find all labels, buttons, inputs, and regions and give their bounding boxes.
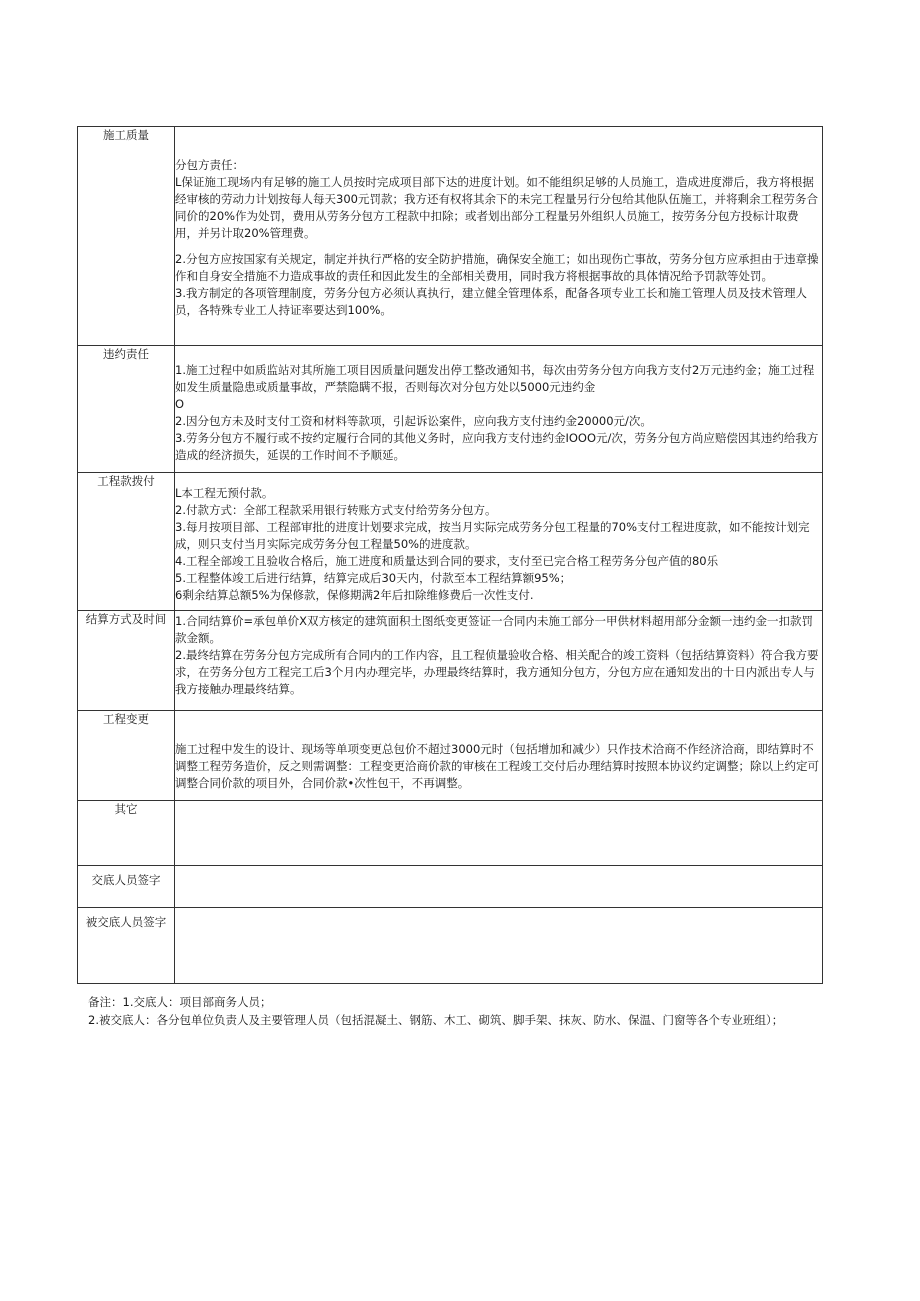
- signature-area[interactable]: [175, 866, 823, 908]
- paragraph: 4.工程全部竣工且验收合格后，施工进度和质量达到合同的要求，支付至已完合格工程劳务分包产值的80乐: [175, 554, 719, 568]
- handover-sheet: [77, 126, 823, 984]
- paragraph: 分包方责任：: [175, 158, 244, 172]
- table-row: [78, 866, 823, 908]
- table-row: [78, 801, 823, 866]
- table-row: [78, 473, 823, 611]
- table-row: [78, 611, 823, 711]
- row-label: 工程款拨付: [78, 473, 175, 611]
- signature-area[interactable]: [175, 908, 823, 984]
- remarks: [88, 993, 823, 1029]
- paragraph: L保证施工现场内有足够的施工人员按时完成项目部下达的进度计划。如不能组织足够的人员施工，造成进度滞后，我方将根据经审核的劳动力计划按每人每天300元罚款；我方还有权将其余下的未完工程量另行分包给其他队伍施工，并将剩余工程劳务合同价的20%作为处罚，费用从劳务分包方工程款中扣除；或者划出部分工程量另外组织人员施工，按劳务分包方投标计取费用，并另计取20%管理费。: [175, 175, 818, 240]
- row-label: 其它: [78, 801, 175, 866]
- row-label: 结算方式及时间: [78, 611, 175, 711]
- paragraph: O: [175, 397, 185, 411]
- row-label: 工程变更: [78, 711, 175, 801]
- paragraph: 3.我方制定的各项管理制度，劳务分包方必须认真执行，建立健全管理体系，配备各项专业工长和施工管理人员及技术管理人员，各特殊专业工人持证率要达到100%。: [175, 286, 807, 317]
- row-content: [175, 127, 823, 346]
- paragraph: 1.合同结算价=承包单价X双方核定的建筑面积土图纸变更签证一合同内未施工部分一甲供材料超用部分金额一违约金一扣款罚款金额。: [175, 614, 813, 645]
- row-label: 交底人员签字: [78, 866, 175, 908]
- handover-table: [77, 126, 823, 984]
- paragraph: 2.付款方式：全部工程款采用银行转账方式支付给劳务分包方。: [175, 503, 497, 517]
- table-row: [78, 711, 823, 801]
- row-label: 被交底人员签字: [78, 908, 175, 984]
- remark-line: 备注：1.交底人：项目部商务人员；: [88, 995, 272, 1009]
- paragraph: 2.最终结算在劳务分包方完成所有合同内的工作内容，且工程侦量验收合格、相关配合的竣工资料（包括结算资料）符合我方要求，在劳务分包方工程完工后3个月内办理完毕，办理最终结算时，我方通知分包方，分包方应在通知发出的十日内派出专人与我方接触办理最终结算。: [175, 648, 819, 696]
- signature-area[interactable]: [175, 801, 823, 866]
- table-row: [78, 908, 823, 984]
- row-content: [175, 711, 823, 801]
- paragraph: 3.每月按项目部、工程部审批的进度计划要求完成，按当月实际完成劳务分包工程量的70%支付工程进度款，如不能按计划完成，则只支付当月实际完成劳务分包工程量50%的进度款。: [175, 520, 810, 551]
- row-content: [175, 473, 823, 611]
- remark-line: 2.被交底人：各分包单位负责人及主要管理人员（包括混凝土、钢筋、木工、砌筑、脚手架、抹灰、防水、保温、门窗等各个专业班组）；: [88, 1013, 784, 1027]
- paragraph: 2.分包方应按国家有关规定，制定并执行严格的安全防护措施，确保安全施工；如出现伤亡事故，劳务分包方应承担由于违章操作和自身安全措施不力造成事故的责任和因此发生的全部相关费用，同时我方将根据事故的具体情况给予罚款等处罚。: [175, 252, 819, 283]
- paragraph: 5.工程整体竣工后进行结算，结算完成后30天内，付款至本工程结算额95%；: [175, 571, 572, 585]
- row-content: [175, 346, 823, 473]
- paragraph: 3.劳务分包方不履行或不按约定履行合同的其他义务时，应向我方支付违约金IOOO元/次，劳务分包方尚应赔偿因其违约给我方造成的经济损失，延误的工作时间不予顺延。: [175, 431, 819, 462]
- paragraph: 施工过程中发生的设计、现场等单项变更总包价不超过3000元时（包括增加和减少）只作技术洽商不作经济洽商，即结算时不调整工程劳务造价，反之则需调整：工程变更洽商价款的审核在工程竣工交付后办理结算时按照本协议约定调整；除以上约定可调整合同价款的项目外，合同价款•次性包干，不再调整。: [175, 742, 819, 790]
- paragraph: L本工程无预付款。: [175, 486, 274, 500]
- row-label: 施工质量: [78, 127, 175, 346]
- table-row: [78, 127, 823, 346]
- table-row: [78, 346, 823, 473]
- row-content: [175, 611, 823, 711]
- paragraph: 6剩余结算总额5%为保修款，保修期满2年后扣除维修费后一次性支付.: [175, 588, 534, 602]
- row-label: 违约责任: [78, 346, 175, 473]
- paragraph: 2.因分包方未及时支付工资和材料等款项，引起诉讼案件，应向我方支付违约金20000元/次。: [175, 414, 652, 428]
- paragraph: 1.施工过程中如质监站对其所施工项目因质量问题发出停工整改通知书，每次由劳务分包方向我方支付2万元违约金；施工过程如发生质量隐患或质量事故，严禁隐瞒不报，否则每次对分包方处以5000元违约金: [175, 363, 815, 394]
